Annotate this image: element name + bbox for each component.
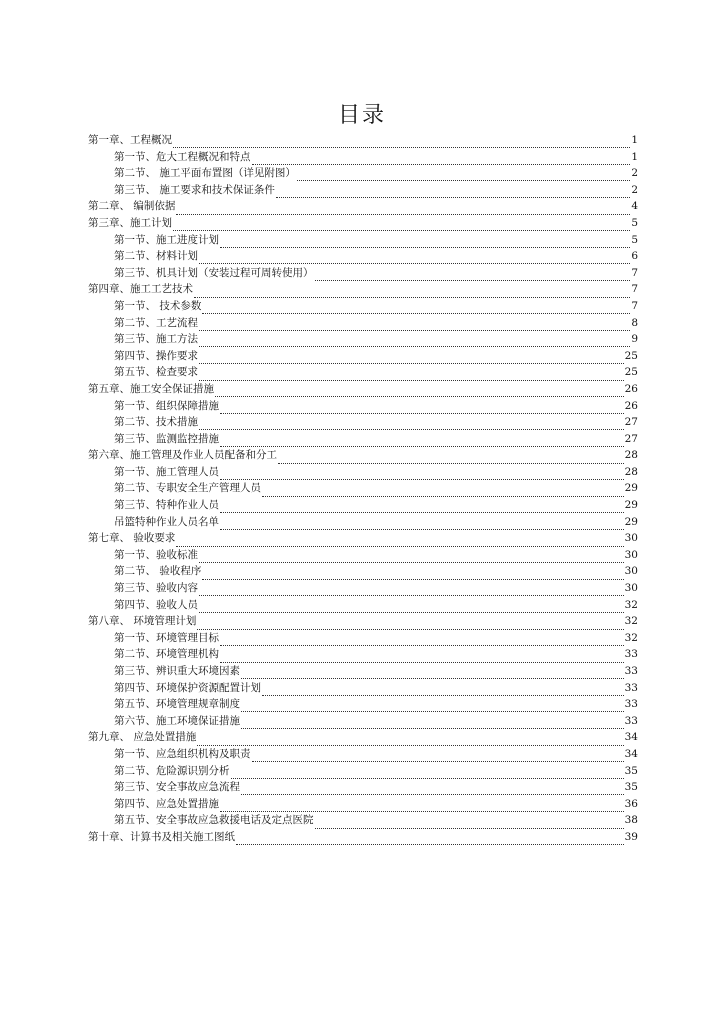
dot-leader: [252, 155, 631, 165]
toc-page-number: 32: [624, 631, 638, 644]
toc-entry-text: 第一节、组织保障措施: [114, 399, 219, 412]
dot-leader: [202, 304, 630, 314]
toc-page-number: 7: [631, 299, 638, 312]
toc-chapter-entry[interactable]: [88, 281, 638, 298]
dot-leader: [297, 171, 630, 181]
toc-entry-text: 第一节、施工进度计划: [114, 233, 219, 246]
toc-section-entry[interactable]: [88, 630, 638, 647]
toc-page-number: 33: [624, 665, 638, 677]
dot-leader: [241, 702, 624, 712]
dot-leader: [276, 188, 630, 198]
toc-section-entry[interactable]: [88, 779, 638, 796]
toc-page-number: 1: [631, 134, 638, 146]
toc-section-entry[interactable]: [88, 149, 638, 166]
dot-leader: [252, 752, 624, 762]
dot-leader: [194, 288, 630, 298]
toc-page-number: 33: [624, 681, 638, 694]
toc-entry-text: 第六章、施工管理及作业人员配备和分工: [88, 449, 277, 462]
dot-leader: [199, 420, 624, 430]
toc-chapter-entry[interactable]: [88, 729, 638, 746]
toc-section-entry[interactable]: [88, 547, 638, 564]
dot-leader: [202, 570, 623, 580]
toc-chapter-entry[interactable]: [88, 132, 638, 149]
toc-page-number: 26: [624, 399, 638, 412]
toc-entry-text: 第三节、辨识重大环境因素: [114, 665, 240, 677]
toc-page-number: 26: [624, 382, 638, 395]
toc-entry-text: 第四节、环境保护资源配置计划: [114, 681, 261, 694]
toc-entry-text: 第十章、计算书及相关施工图纸: [88, 830, 235, 843]
toc-entry-text: 第一节、环境管理目标: [114, 631, 219, 644]
toc-entry-text: 第三节、机具计划（安装过程可周转使用）: [114, 266, 314, 279]
toc-section-entry[interactable]: [88, 431, 638, 448]
toc-entry-text: 第二节、 施工平面布置图（详见附图）: [114, 167, 296, 180]
dot-leader: [199, 337, 630, 347]
toc-entry-text: 第八章、 环境管理计划: [88, 615, 197, 628]
toc-page-number: 27: [624, 416, 638, 429]
toc-entry-text: 第三章、施工计划: [88, 216, 172, 229]
dot-leader: [199, 354, 624, 364]
toc-entry-text: 第二节、环境管理机构: [114, 648, 219, 661]
dot-leader: [241, 669, 624, 679]
toc-entry-text: 第六节、施工环境保证措施: [114, 714, 240, 727]
dot-leader: [173, 221, 630, 231]
toc-entry-text: 第二节、材料计划: [114, 250, 198, 263]
toc-page-number: 25: [624, 349, 638, 362]
toc-entry-text: 第二节、技术措施: [114, 416, 198, 429]
toc-chapter-entry[interactable]: [88, 613, 638, 630]
toc-page-number: 36: [624, 797, 638, 810]
dot-leader: [220, 636, 624, 646]
toc-section-entry[interactable]: [88, 646, 638, 663]
toc-section-entry[interactable]: [88, 663, 638, 680]
dot-leader: [315, 819, 624, 829]
dot-leader: [176, 537, 623, 547]
toc-page-number: 34: [624, 747, 638, 760]
toc-page-number: 7: [631, 266, 638, 279]
dot-leader: [220, 404, 624, 414]
toc-section-entry[interactable]: [88, 315, 638, 332]
toc-page-number: 33: [624, 698, 638, 711]
toc-section-entry[interactable]: [88, 398, 638, 415]
toc-list: [88, 132, 638, 846]
dot-leader: [199, 553, 624, 563]
toc-entry-text: 第一章、工程概况: [88, 134, 172, 146]
toc-chapter-entry[interactable]: [88, 829, 638, 846]
toc-entry-text: 第四章、施工工艺技术: [88, 283, 193, 296]
toc-page-number: 32: [624, 598, 638, 611]
dot-leader: [315, 271, 631, 281]
toc-section-entry[interactable]: [88, 763, 638, 780]
toc-entry-text: 第三节、施工方法: [114, 333, 198, 346]
dot-leader: [215, 387, 624, 397]
toc-entry-text: 第二节、危险源识别分析: [114, 764, 230, 777]
dot-leader: [220, 653, 624, 663]
dot-leader: [199, 371, 624, 381]
toc-entry-text: 第九章、 应急处置措施: [88, 731, 197, 744]
toc-section-entry[interactable]: [88, 232, 638, 249]
toc-entry-text: 第二节、专职安全生产管理人员: [114, 482, 261, 495]
toc-chapter-entry[interactable]: [88, 381, 638, 398]
dot-leader: [199, 586, 624, 596]
dot-leader: [220, 437, 624, 447]
toc-section-entry[interactable]: [88, 497, 638, 514]
toc-entry-text: 第四节、应急处置措施: [114, 797, 219, 810]
dot-leader: [173, 138, 630, 148]
toc-page-number: 6: [631, 250, 638, 263]
dot-leader: [231, 769, 624, 779]
dot-leader: [199, 321, 630, 331]
toc-entry-text: 第五章、施工安全保证措施: [88, 382, 214, 395]
toc-page-number: 35: [624, 781, 638, 794]
toc-entry-text: 第五节、检查要求: [114, 366, 198, 379]
toc-entry-text: 第三节、 施工要求和技术保证条件: [114, 183, 275, 196]
toc-section-entry[interactable]: [88, 265, 638, 282]
toc-entry-text: 第一节、危大工程概况和特点: [114, 150, 251, 163]
toc-section-entry[interactable]: [88, 796, 638, 813]
dot-leader: [220, 470, 624, 480]
toc-chapter-entry[interactable]: [88, 198, 638, 215]
toc-title: 目录: [337, 103, 386, 128]
toc-section-entry[interactable]: [88, 713, 638, 730]
dot-leader: [236, 835, 624, 845]
toc-section-entry[interactable]: [88, 331, 638, 348]
toc-page-number: 5: [631, 233, 638, 246]
toc-page-number: 30: [624, 565, 638, 578]
toc-section-entry[interactable]: [88, 364, 638, 381]
toc-page-number: 8: [631, 316, 638, 329]
toc-section-entry[interactable]: [88, 165, 638, 182]
toc-page-number: 2: [631, 183, 638, 196]
toc-section-entry[interactable]: [88, 414, 638, 431]
toc-page-number: 2: [631, 167, 638, 180]
toc-entry-text: 第一节、 技术参数: [114, 299, 202, 312]
dot-leader: [197, 620, 623, 630]
toc-section-entry[interactable]: [88, 248, 638, 265]
toc-page-number: 28: [624, 449, 638, 462]
toc-section-entry[interactable]: [88, 298, 638, 315]
toc-entry-text: 第一节、施工管理人员: [114, 465, 219, 478]
toc-section-entry[interactable]: [88, 696, 638, 713]
toc-page-number: 32: [624, 615, 638, 628]
dot-leader: [199, 603, 624, 613]
dot-leader: [197, 736, 623, 746]
toc-entry-text: 第四节、操作要求: [114, 349, 198, 362]
toc-page-number: 29: [624, 515, 638, 528]
toc-page-number: 30: [624, 548, 638, 561]
toc-page-number: 33: [624, 648, 638, 661]
toc-entry-text: 第二章、 编制依据: [88, 200, 176, 213]
toc-section-entry[interactable]: [88, 480, 638, 497]
dot-leader: [220, 802, 624, 812]
toc-section-entry[interactable]: [88, 514, 638, 531]
dot-leader: [220, 238, 630, 248]
toc-page-number: 9: [631, 333, 638, 346]
toc-page-number: 30: [624, 582, 638, 595]
toc-entry-text: 第七章、 验收要求: [88, 532, 176, 545]
toc-page-number: 1: [631, 150, 638, 163]
toc-entry-text: 第三节、特种作业人员: [114, 499, 219, 512]
toc-page-number: 4: [631, 200, 638, 213]
toc-page-number: 30: [624, 532, 638, 545]
toc-page-number: 7: [631, 283, 638, 296]
dot-leader: [220, 503, 624, 513]
toc-page-number: 29: [624, 482, 638, 495]
dot-leader: [199, 254, 630, 264]
toc-section-entry[interactable]: [88, 182, 638, 199]
toc-page-number: 25: [624, 366, 638, 379]
toc-section-entry[interactable]: [88, 680, 638, 697]
dot-leader: [241, 785, 624, 795]
toc-entry-text: 吊篮特种作业人员名单: [114, 515, 219, 528]
toc-chapter-entry[interactable]: [88, 447, 638, 464]
toc-page-number: 29: [624, 499, 638, 512]
toc-entry-text: 第二节、 验收程序: [114, 565, 202, 578]
toc-section-entry[interactable]: [88, 348, 638, 365]
toc-page-number: 28: [624, 465, 638, 478]
toc-chapter-entry[interactable]: [88, 530, 638, 547]
toc-entry-text: 第一节、验收标准: [114, 548, 198, 561]
toc-section-entry[interactable]: [88, 812, 638, 829]
toc-page-number: 27: [624, 432, 638, 445]
toc-entry-text: 第一节、应急组织机构及职责: [114, 747, 251, 760]
dot-leader: [220, 520, 624, 530]
toc-section-entry[interactable]: [88, 746, 638, 763]
toc-entry-text: 第五节、安全事故应急救援电话及定点医院: [114, 814, 314, 827]
toc-entry-text: 第二节、工艺流程: [114, 316, 198, 329]
toc-entry-text: 第三节、验收内容: [114, 582, 198, 595]
toc-entry-text: 第五节、环境管理规章制度: [114, 698, 240, 711]
dot-leader: [176, 205, 630, 215]
toc-page-number: 5: [631, 216, 638, 229]
toc-page-number: 35: [624, 764, 638, 777]
dot-leader: [241, 719, 624, 729]
dot-leader: [278, 454, 624, 464]
dot-leader: [262, 686, 624, 696]
toc-entry-text: 第三节、安全事故应急流程: [114, 781, 240, 794]
toc-section-entry[interactable]: [88, 580, 638, 597]
toc-entry-text: 第四节、验收人员: [114, 598, 198, 611]
toc-section-entry[interactable]: [88, 563, 638, 580]
toc-section-entry[interactable]: [88, 464, 638, 481]
dot-leader: [262, 487, 624, 497]
toc-chapter-entry[interactable]: [88, 215, 638, 232]
toc-page-number: 38: [624, 814, 638, 827]
toc-section-entry[interactable]: [88, 597, 638, 614]
toc-page-number: 39: [624, 830, 638, 843]
toc-page-number: 34: [624, 731, 638, 744]
toc-page-number: 33: [624, 714, 638, 727]
toc-entry-text: 第三节、监测监控措施: [114, 432, 219, 445]
